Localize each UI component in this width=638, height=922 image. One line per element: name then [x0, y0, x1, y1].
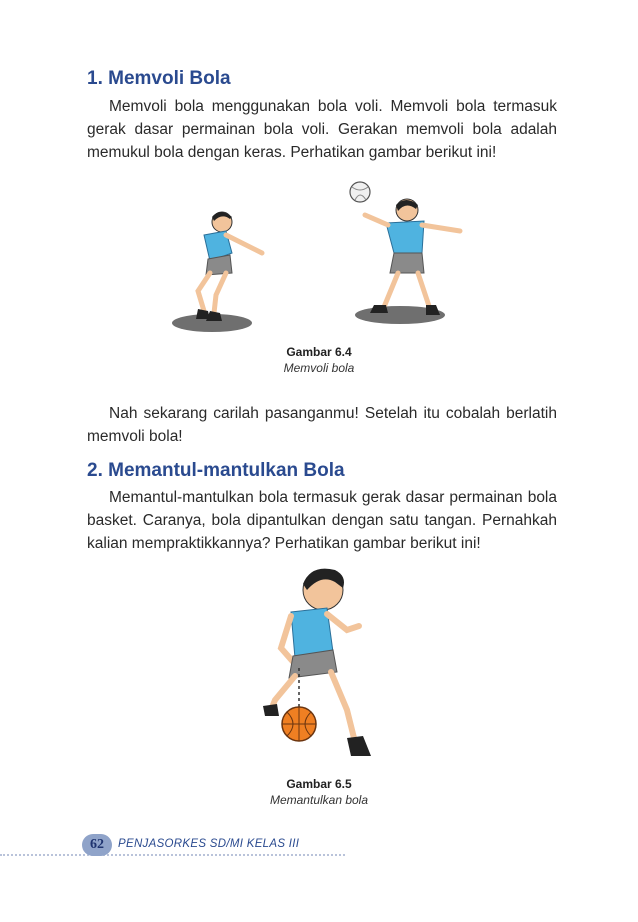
section-2-heading: 2. Memantul-mantulkan Bola [87, 460, 345, 481]
page-number: 62 [82, 834, 112, 856]
figure-6-4-title: Memvoli bola [283, 361, 355, 375]
section-1-paragraph: Memvoli bola menggunakan bola voli. Memvoli bola termasuk gerak dasar permainan bola voli. Gerakan memvoli bola adalah memukul bola dengan keras. Perhatikan gambar berikut ini! [87, 98, 557, 161]
figure-6-5-title: Memantulkan bola [269, 793, 369, 807]
dribbling-illustration [255, 560, 385, 770]
section-1-heading: 1. Memvoli Bola [87, 68, 231, 89]
footer-dotted-line [0, 854, 345, 856]
basketball-ball [282, 707, 316, 741]
player-dribbling [263, 569, 371, 756]
section-1-after-paragraph: Nah sekarang carilah pasanganmu! Setelah itu cobalah berlatih memvoli bola! [87, 405, 557, 445]
volleyball-ball [350, 182, 370, 202]
figure-6-4-caption [0, 344, 638, 376]
volleyball-illustration [160, 175, 480, 340]
figure-6-5-caption [0, 776, 638, 808]
figure-6-4-number: Gambar 6.4 [286, 345, 352, 359]
footer-book-title: PENJASORKES SD/MI KELAS III [118, 838, 300, 850]
player-left [196, 212, 262, 321]
player-right [365, 199, 460, 315]
figure-6-5-number: Gambar 6.5 [286, 777, 352, 791]
section-2-paragraph: Memantul-mantulkan bola termasuk gerak dasar permainan bola basket. Caranya, bola dipantulkan dengan satu tangan. Pernahkah kalian mempraktikkannya? Perhatikan gambar berikut ini! [87, 489, 557, 552]
